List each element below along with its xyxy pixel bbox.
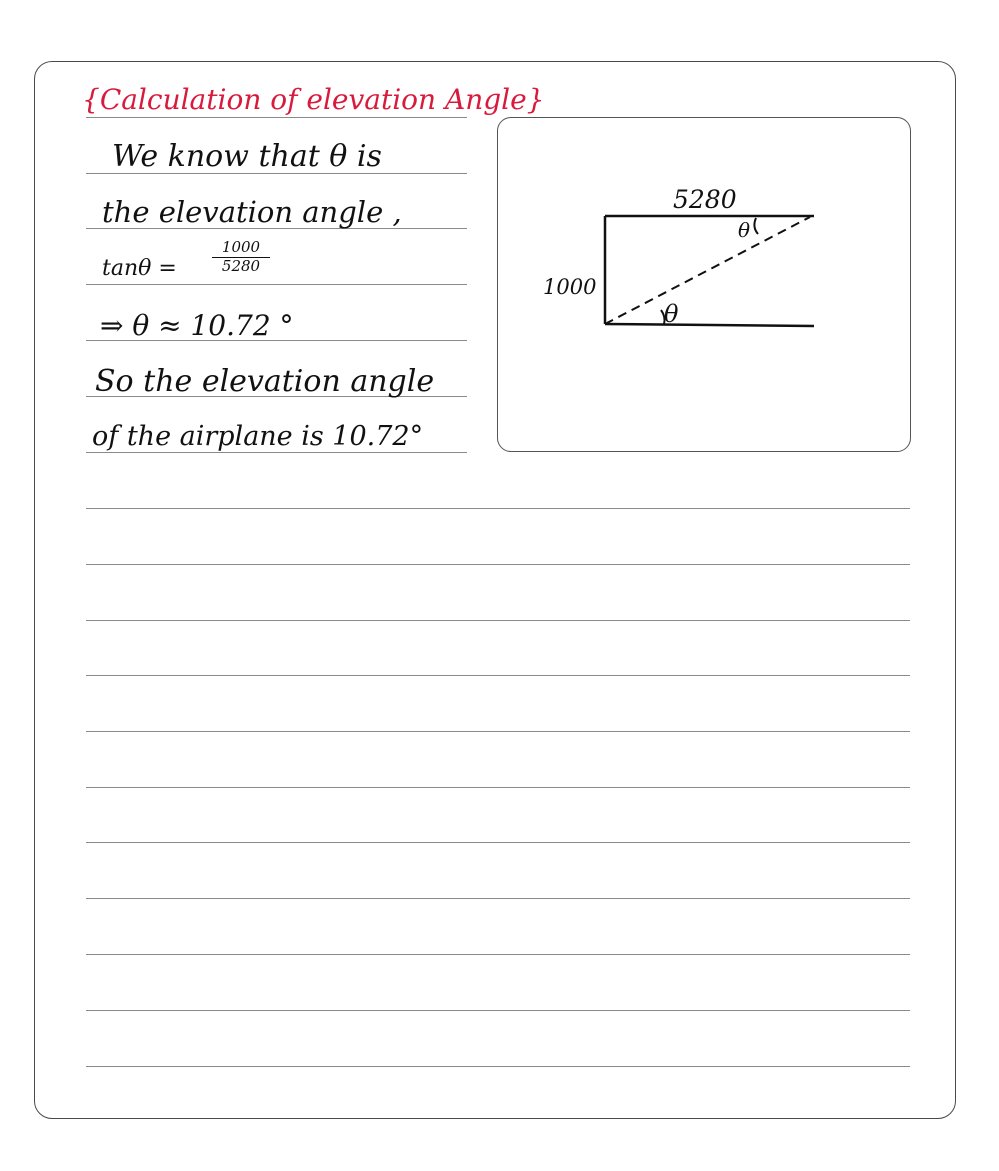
ruled-line <box>86 787 910 788</box>
line-of-sight <box>605 217 810 324</box>
ruled-line <box>86 731 910 732</box>
ruled-line <box>86 117 467 118</box>
ruled-line <box>86 898 910 899</box>
tan-equation-prefix: tanθ = <box>102 256 177 281</box>
tan-fraction <box>212 240 270 274</box>
ruled-line <box>86 842 910 843</box>
ruled-line <box>86 1066 910 1067</box>
ruled-line <box>86 675 910 676</box>
fraction-numerator: 1000 <box>221 238 261 256</box>
diagram-box <box>497 117 911 452</box>
diagram-bottom-angle-label: θ <box>664 300 679 328</box>
ruled-line <box>86 620 910 621</box>
ruled-line <box>86 564 910 565</box>
ruled-line <box>86 284 467 285</box>
ruled-line <box>86 508 910 509</box>
text-line-6: of the airplane is 10.72° <box>92 421 424 452</box>
diagram-side-label: 1000 <box>543 275 597 299</box>
top-angle-arc <box>754 218 758 234</box>
diagram-top-angle-label: θ <box>738 218 751 242</box>
fraction-denominator: 5280 <box>221 257 261 275</box>
ground-line <box>605 324 814 326</box>
text-line-4: ⇒ θ ≈ 10.72 ° <box>100 309 294 342</box>
text-line-5: So the elevation angle <box>95 364 435 399</box>
ruled-line <box>86 1010 910 1011</box>
diagram-top-label: 5280 <box>673 185 737 214</box>
text-line-1: We know that θ is <box>112 139 382 174</box>
ruled-line <box>86 954 910 955</box>
page-title: {Calculation of elevation Angle} <box>82 83 545 116</box>
text-line-2: the elevation angle , <box>102 195 402 229</box>
ruled-line <box>86 452 467 453</box>
triangle-diagram <box>498 118 912 453</box>
